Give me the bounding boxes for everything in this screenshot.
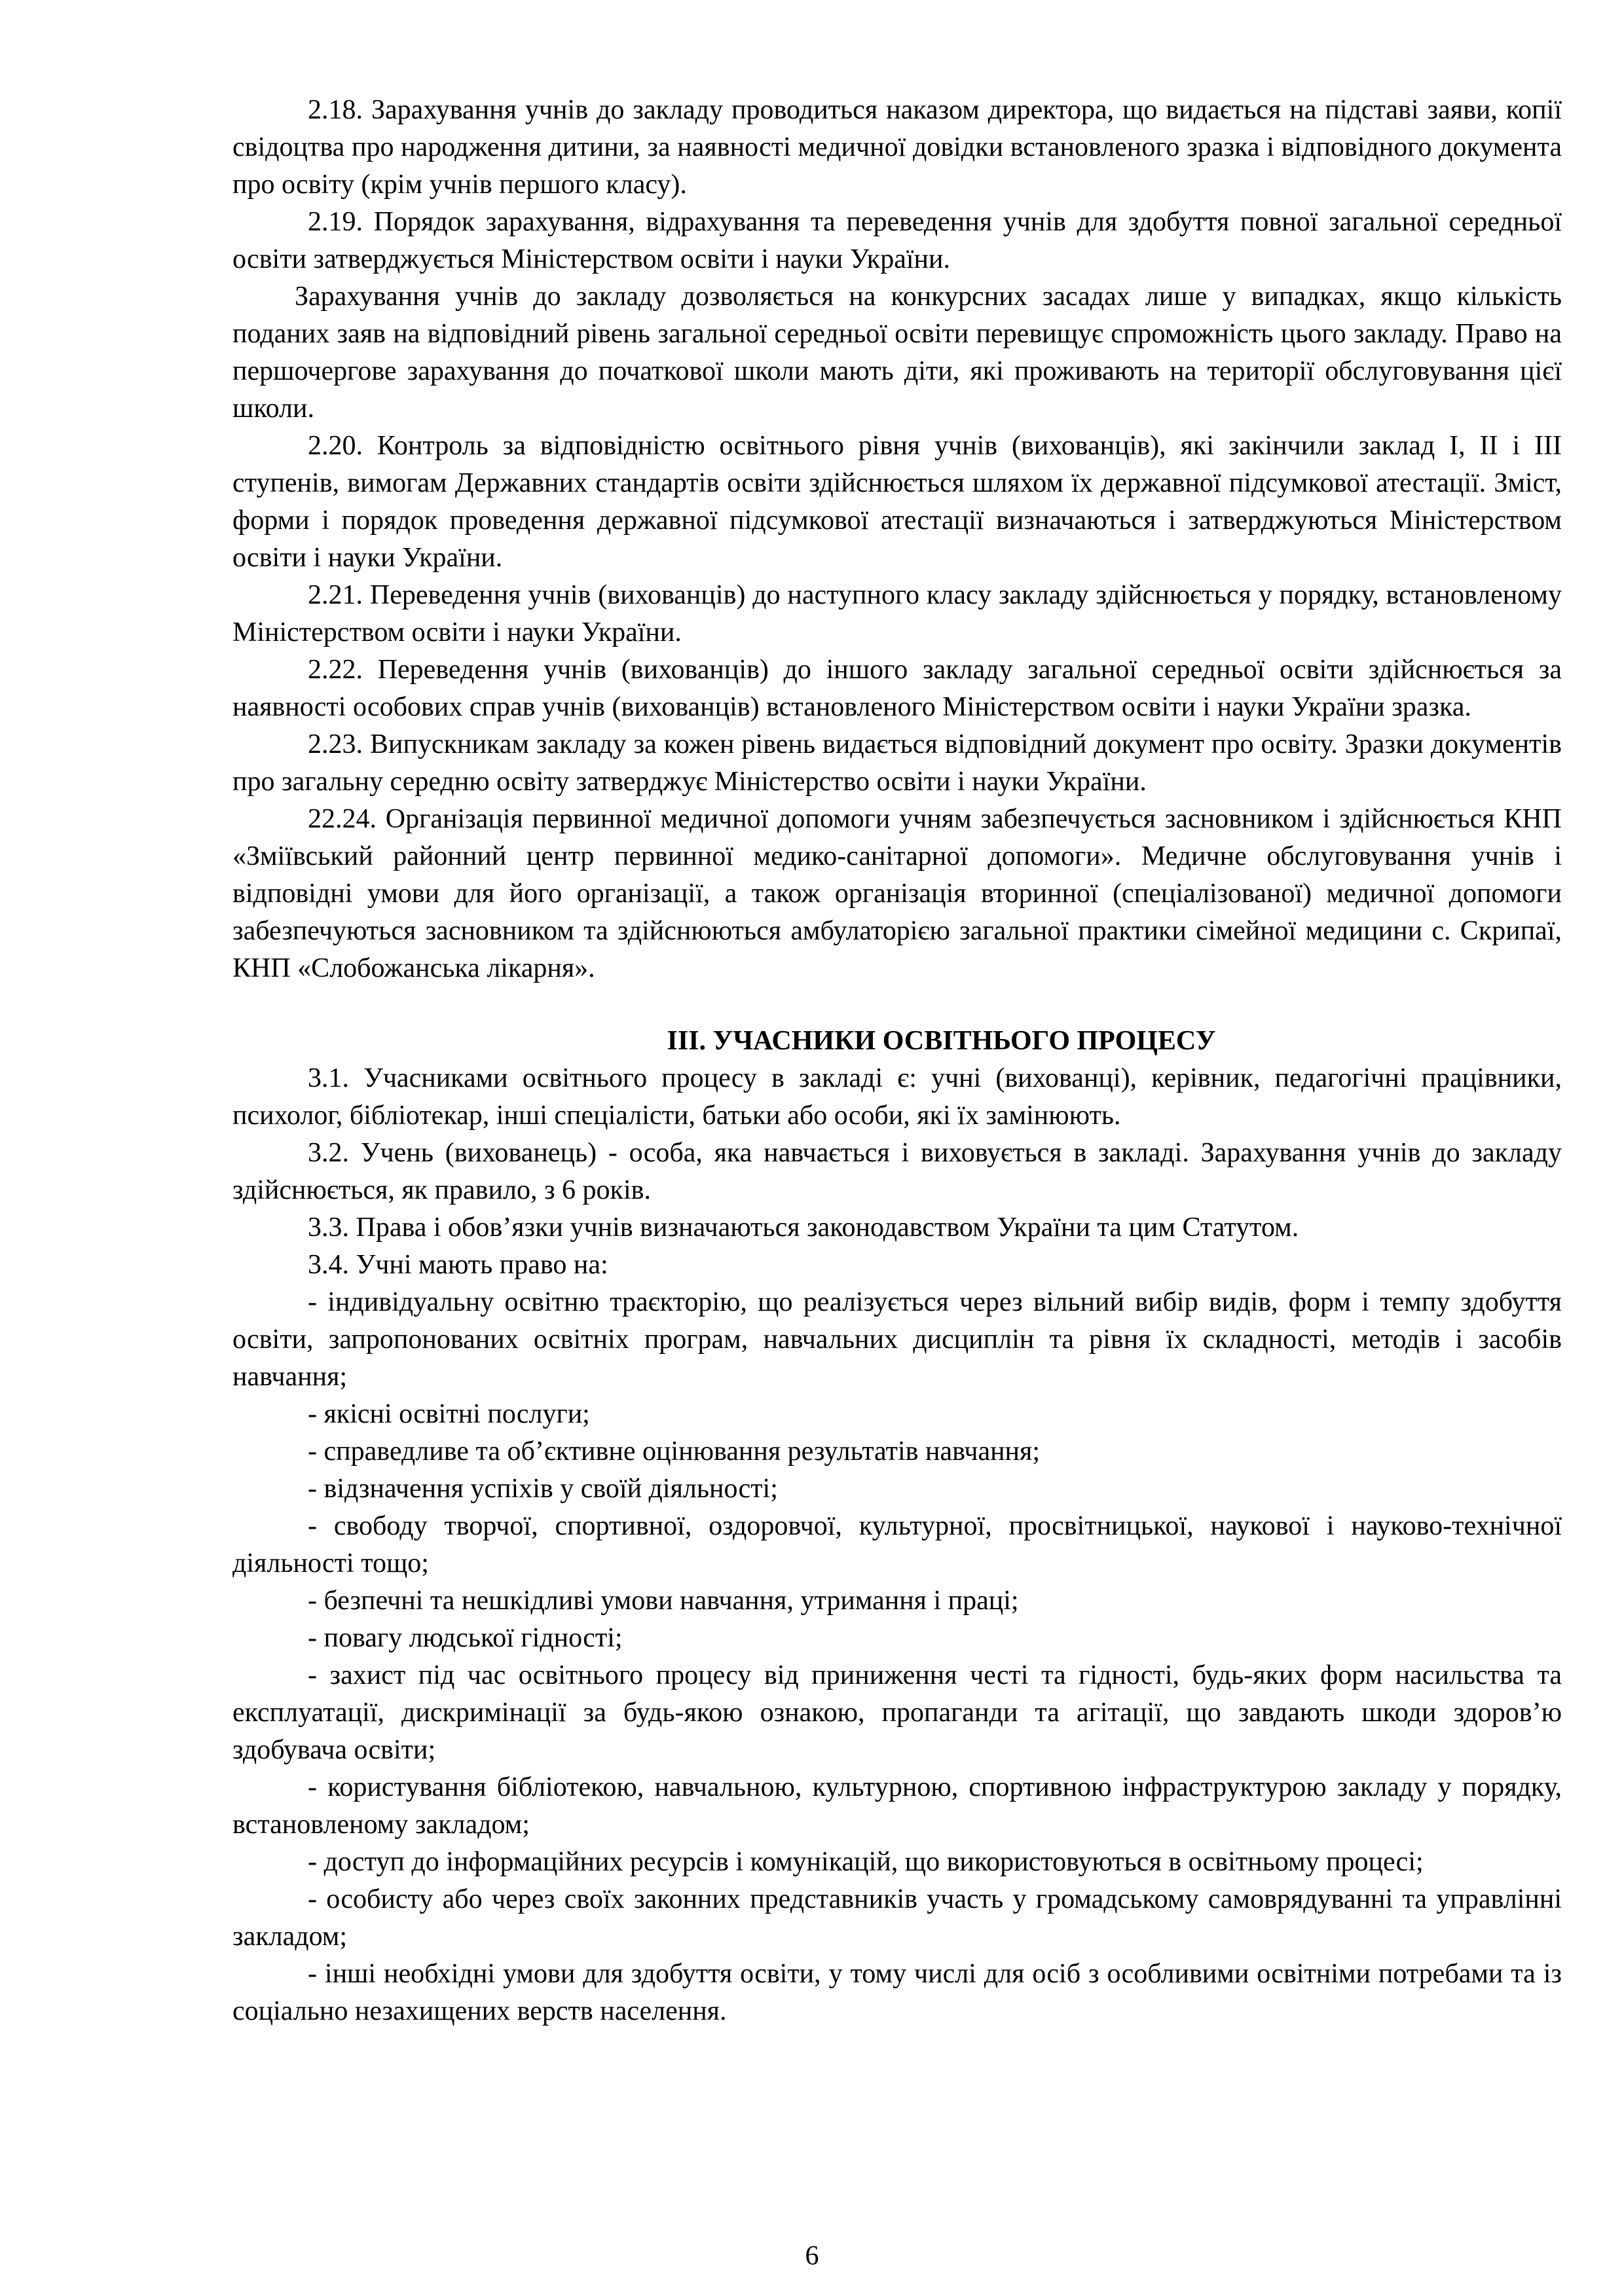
section-3-paragraphs [232,1060,1562,2030]
section-3-paragraph: - повагу людської гідності; [308,1623,623,1653]
section-3-paragraph: - справедливе та об’єктивне оцінювання результатів навчання; [308,1436,1041,1467]
section-2-paragraph: 2.21. Переведення учнів (вихованців) до наступного класу закладу здійснюється у порядку, встановленому Міністерством освіти і науки України. [232,580,1562,647]
document-page [232,92,1562,2030]
section-3-paragraph: - інші необхідні умови для здобуття освіти, у тому числі для осіб з особливими освітніми потребами та із соціально незахищених верств населення. [232,1959,1562,2026]
section-2-paragraph: 2.22. Переведення учнів (вихованців) до іншого закладу загальної середньої освіти здійснюється за наявності особових справ учнів (вихованців) встановленого Міністерством освіти і науки України зразка. [232,655,1562,722]
section-heading: III. УЧАСНИКИ ОСВІТНЬОГО ПРОЦЕСУ [667,1026,1216,1056]
section-2-paragraph: 22.24. Організація первинної медичної допомоги учням забезпечується засновником і здійснюється КНП «Зміївський районний центр первинної медико-санітарної допомоги». Медичне обслуговування учнів і відповідні умови для його організації, а також організація вторинної (спеціалізованої) медичної допомоги забезпечуються засновником та здійснюються амбулаторією загальної практики сімейної медицини с. Скрипаї, КНП «Слобожанська лікарня». [232,804,1562,983]
section-2-paragraph: 2.23. Випускникам закладу за кожен рівень видається відповідний документ про освіту. Зразки документів про загальну середню освіту затверджує Міністерство освіти і науки України. [232,729,1562,797]
section-3-paragraph: 3.4. Учні мають право на: [308,1250,608,1280]
section-3-paragraph: - індивідуальну освітню траєкторію, що реалізується через вільний вибір видів, форм і темпу здобуття освіти, запропонованих освітніх програм, навчальних дисциплін та рівня їх складності, методів і засобів навчання; [232,1287,1562,1392]
section-2-paragraph: 2.19. Порядок зарахування, відрахування та переведення учнів для здобуття повної загальної середньої освіти затверджується Міністерством освіти і науки України. [232,207,1562,274]
section-3-paragraph: 3.1. Учасниками освітнього процесу в закладі є: учні (вихованці), керівник, педагогічні працівники, психолог, бібліотекар, інші спеціалісти, батьки або особи, які їх замінюють. [232,1063,1562,1131]
section-2-paragraph: Зарахування учнів до закладу дозволяється на конкурсних засадах лише у випадках, якщо кількість поданих заяв на відповідний рівень загальної середньої освіти перевищує спроможність цього закладу. Право на першочергове зарахування до початкової школи мають діти, які проживають на території обслуговування цієї школи. [232,282,1562,424]
section-2-paragraphs [232,92,1562,987]
section-3-paragraph: - якісні освітні послуги; [308,1399,590,1429]
section-3-paragraph: - захист під час освітнього процесу від приниження честі та гідності, будь-яких форм насильства та експлуатації, дискримінації за будь-якою ознакою, пропаганди та агітації, що завдають шкоди здоров’ю здобувача освіти; [232,1660,1562,1765]
section-3-paragraph: - свободу творчої, спортивної, оздоровчої, культурної, просвітницької, наукової і науково-технічної діяльності тощо; [232,1511,1562,1578]
section-3-paragraph: - доступ до інформаційних ресурсів і комунікацій, що використовуються в освітньому процесі; [308,1847,1424,1877]
page-number: 6 [805,2241,819,2271]
section-2-paragraph: 2.20. Контроль за відповідністю освітнього рівня учнів (вихованців), які закінчили заклад I, II і III ступенів, вимогам Державних стандартів освіти здійснюється шляхом їх державної підсумкової атестації. Зміст, форми і порядок проведення державної підсумкової атестації визначаються і затверджуються Міністерством освіти і науки України. [232,431,1562,573]
section-3-paragraph: - безпечні та нешкідливі умови навчання, утримання і праці; [308,1586,1019,1616]
section-3-paragraph: - користування бібліотекою, навчальною, культурною, спортивною інфраструктурою закладу у порядку, встановленому закладом; [232,1772,1562,1840]
section-3-paragraph: - відзначення успіхів у своїй діяльності; [308,1474,778,1504]
section-2-paragraph: 2.18. Зарахування учнів до закладу проводиться наказом директора, що видається на підставі заяви, копії свідоцтва про народження дитини, за наявності медичної довідки встановленого зразка і відповідного документа про освіту (крім учнів першого класу). [232,95,1562,200]
section-3-paragraph: - особисту або через своїх законних представників участь у громадському самоврядуванні та управлінні закладом; [232,1884,1562,1952]
section-3-paragraph: 3.2. Учень (вихованець) - особа, яка навчається і виховується в закладі. Зарахування учнів до закладу здійснюється, як правило, з 6 років. [232,1138,1562,1205]
section-3-paragraph: 3.3. Права і обов’язки учнів визначаються законодавством України та цим Статутом. [308,1212,1299,1243]
